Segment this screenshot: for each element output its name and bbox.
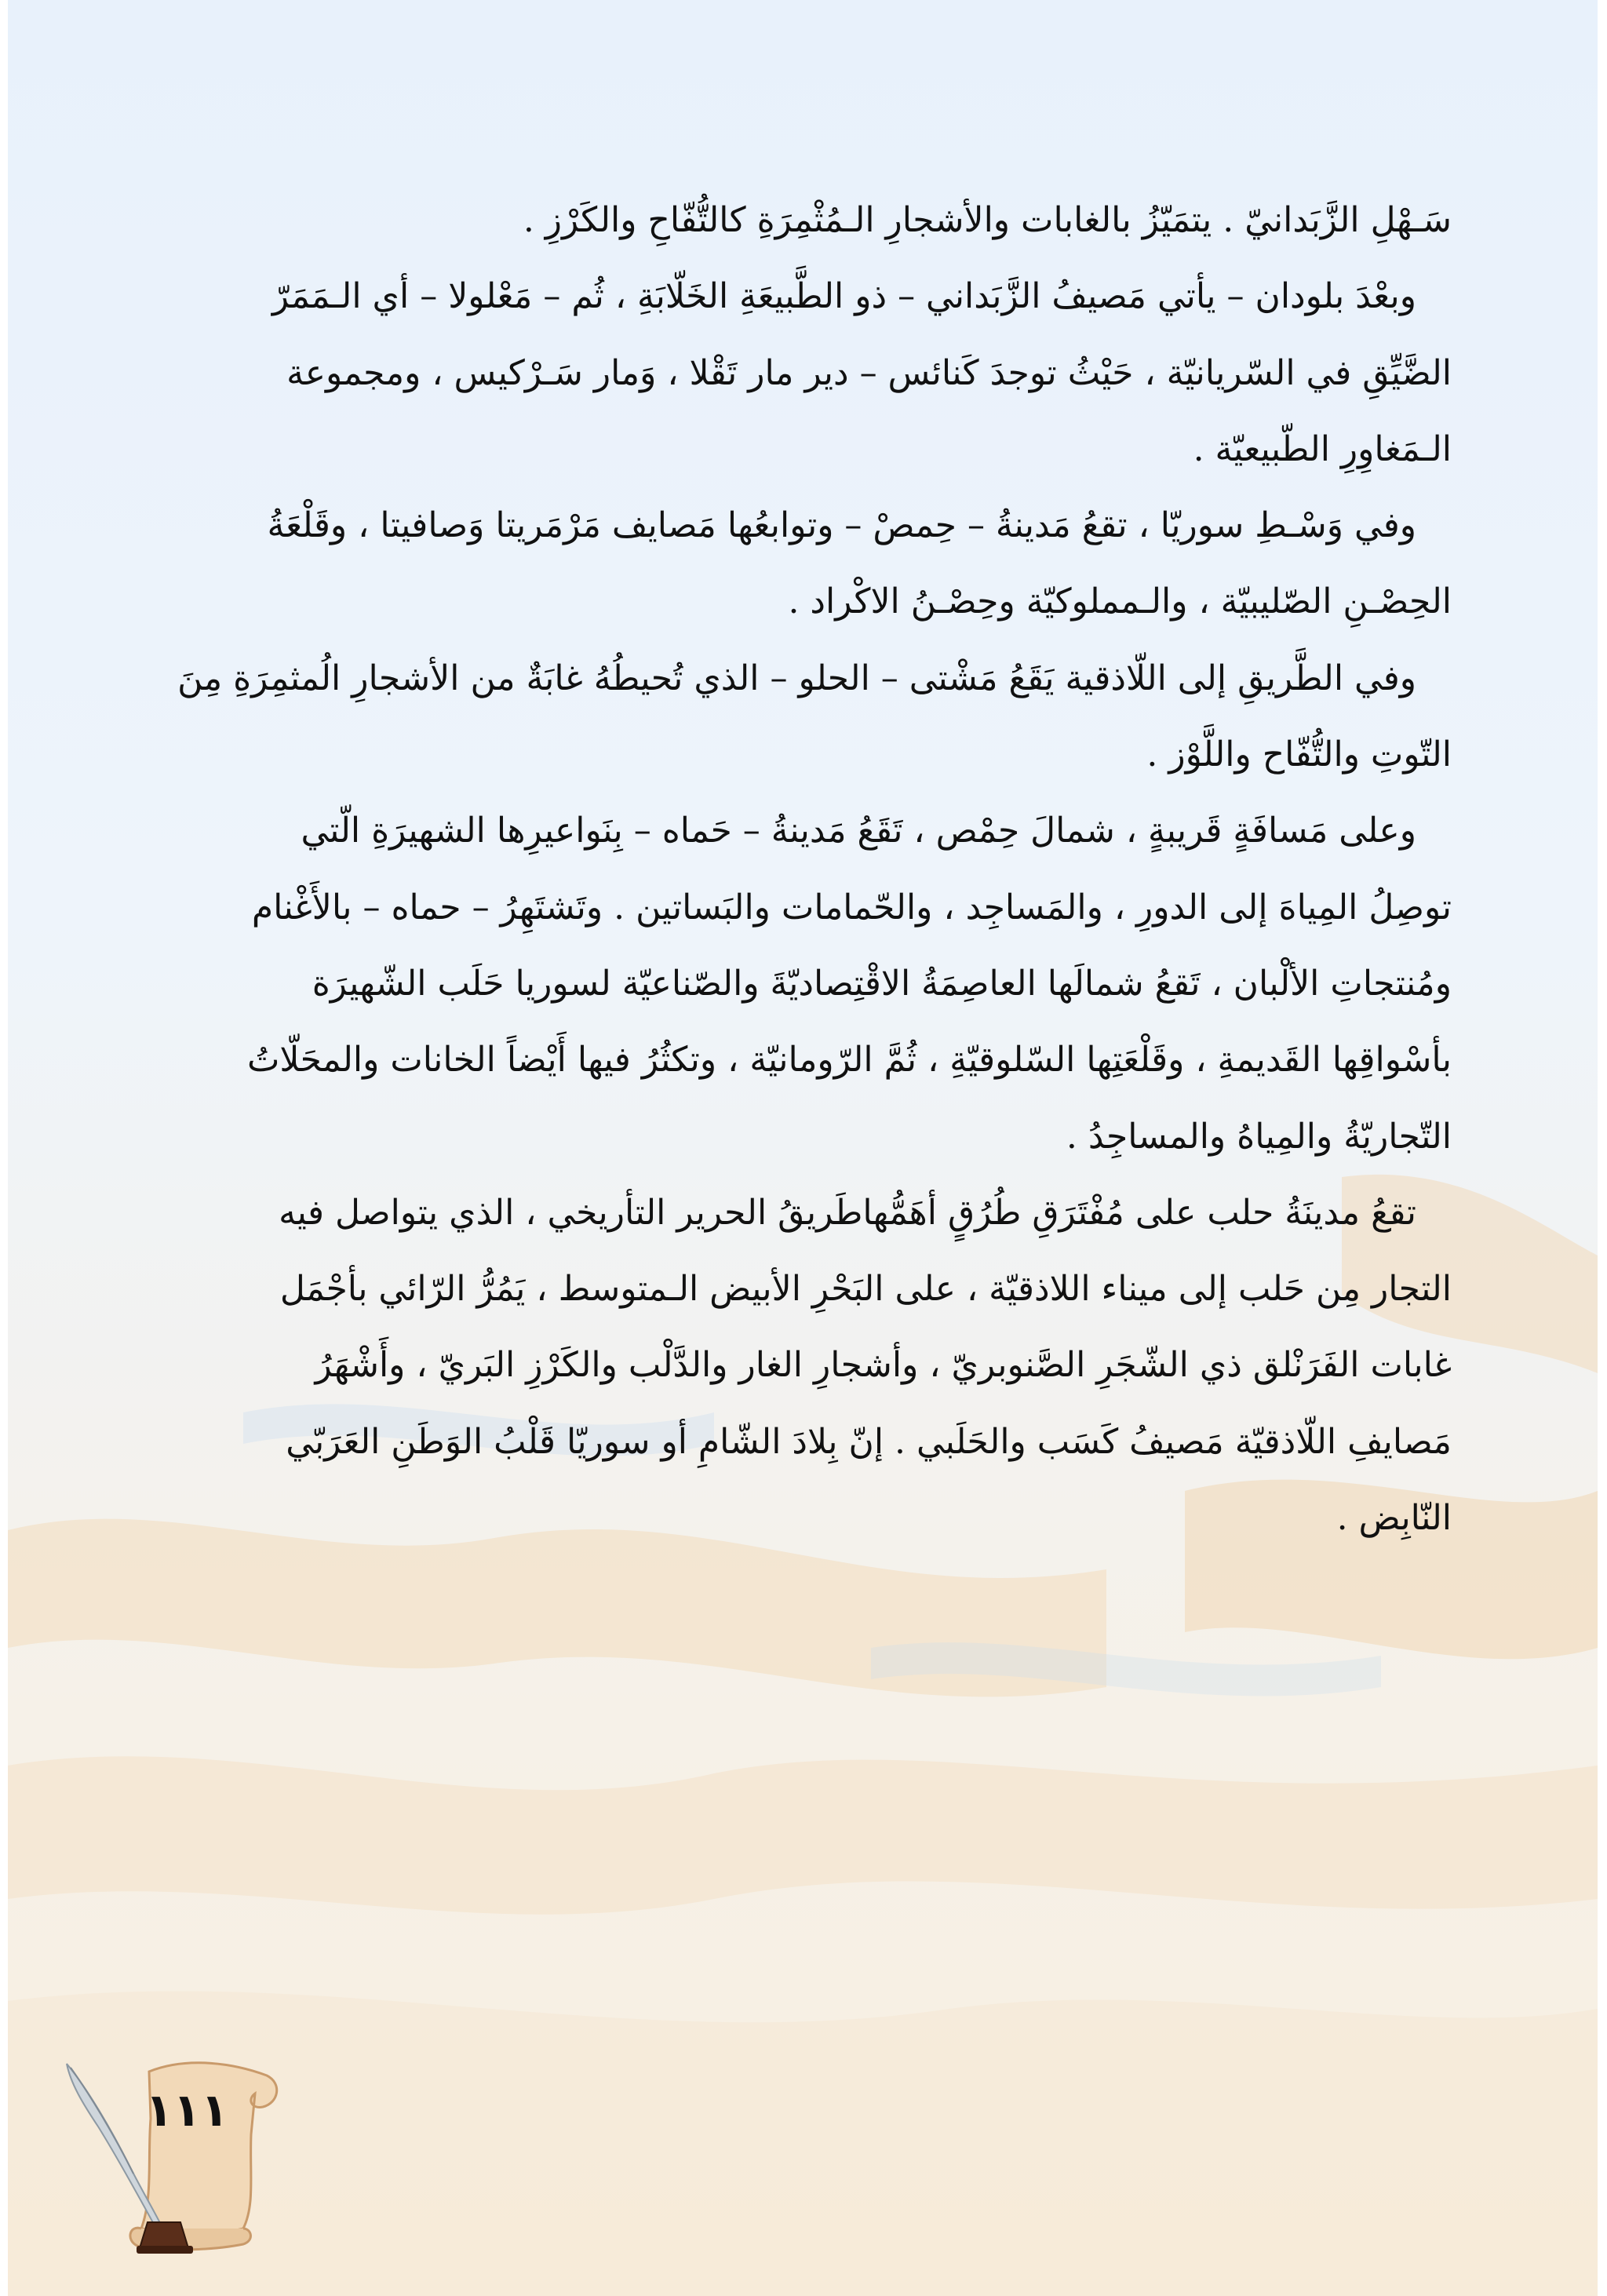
text-line: التّوتِ والتُّفّاح واللَّوْز . xyxy=(1146,734,1452,775)
text-line: وبعْدَ بلودان – يأتي مَصيفُ الزَّبَداني – ذو الطَّبيعَةِ الخَلّابَةِ ، ثُم – مَعْلولا – أي الـمَمَرّ xyxy=(271,276,1416,317)
text-line: وفي وَسْـطِ سوريّا ، تقعُ مَدينةُ – حِمصْ – وتوابعُها مَصايف مَرْمَريتا وَصافيتا ، وقَلْعَةُ xyxy=(267,505,1416,546)
text-line: التجار مِن حَلب إلى ميناء اللاذقيّة ، على البَحْرِ الأبيض الـمتوسط ، يَمُرُّ الرّائي بأجْمَل xyxy=(279,1269,1452,1310)
text-line: وفي الطَّريقِ إلى اللّاذقية يَقَعُ مَشْتى – الحلو – الذي تُحيطُهُ غابَةٌ من الأشجارِ الُمثمِرَةِ مِنَ xyxy=(177,658,1416,698)
text-line: وعلى مَسافَةٍ قَريبةٍ ، شمالَ حِمْص ، تَقَعُ مَدينةُ – حَماه – بِنَواعيرِها الشهيرَةِ الّتي xyxy=(301,811,1416,851)
page-number: ١١١ xyxy=(145,2083,229,2137)
text-line: النّابِض . xyxy=(1336,1498,1452,1539)
text-line: سَـهْلِ الزَّبَدانيّ . يتمَيّزُ بالغابات والأشجارِ الـمُثْمِرَةِ كالتُّفّاحِ والكَرْزِ . xyxy=(523,200,1452,240)
text-line: ومُنتجاتِ الألْبان ، تَقعُ شمالَها العاصِمَةُ الاقْتِصاديّةَ والصّناعيّة لسوريا حَلَب الشّهيرَة xyxy=(312,963,1452,1004)
page xyxy=(8,0,1598,2296)
text-line: الحِصْـنِ الصّليبيّة ، والـمملوكيّة وحِصْـنُ الاكْراد . xyxy=(788,581,1452,622)
article-text xyxy=(165,182,1452,1556)
quill-scroll-icon xyxy=(55,2040,290,2260)
text-line: توصِلُ المِياهَ إلى الدورِ ، والمَساجِد ، والحّمامات والبَساتين . وتَشتَهِرُ – حماه – بالأَغْنام xyxy=(251,887,1452,928)
text-line: بأسْواقِها القَديمةِ ، وقَلْعَتِها السّلوقيّةِ ، ثُمَّ الرّومانيّة ، وتكثُرُ فيها أَيْضاً الخانات والمحَلّاتُ xyxy=(246,1040,1452,1081)
text-line: مَصايفِ اللّاذقيّة مَصيفُ كَسَب والحَلَبي . إنّ بِلادَ الشّامِ أو سوريّا قَلْبُ الوَطَنِ العَرَبّي xyxy=(286,1421,1452,1462)
text-line: الضَّيِّقِ في السّريانيّة ، حَيْثُ توجدَ كَنائس – دير مار تَقْلا ، وَمار سَـرْكيس ، ومجموعة xyxy=(286,352,1452,393)
text-line: غابات الفَرَنْلق ذي الشّجَرِ الصَّنوبريّ ، وأشجارِ الغار والدَّلْب والكَرْزِ البَريّ ، وأَشْهَرُ xyxy=(315,1345,1452,1386)
text-line: تقعُ مدينَةُ حلب على مُفْتَرَقِ طُرُقٍ أهَمُّهاطَريقُ الحرير التأريخي ، الذي يتواصل فيه xyxy=(279,1192,1416,1233)
text-line: الـمَغاوِرِ الطّبيعيّة . xyxy=(1193,428,1452,469)
text-line: التّجاريّةُ والمِياهُ والمساجِدُ . xyxy=(1066,1116,1452,1157)
